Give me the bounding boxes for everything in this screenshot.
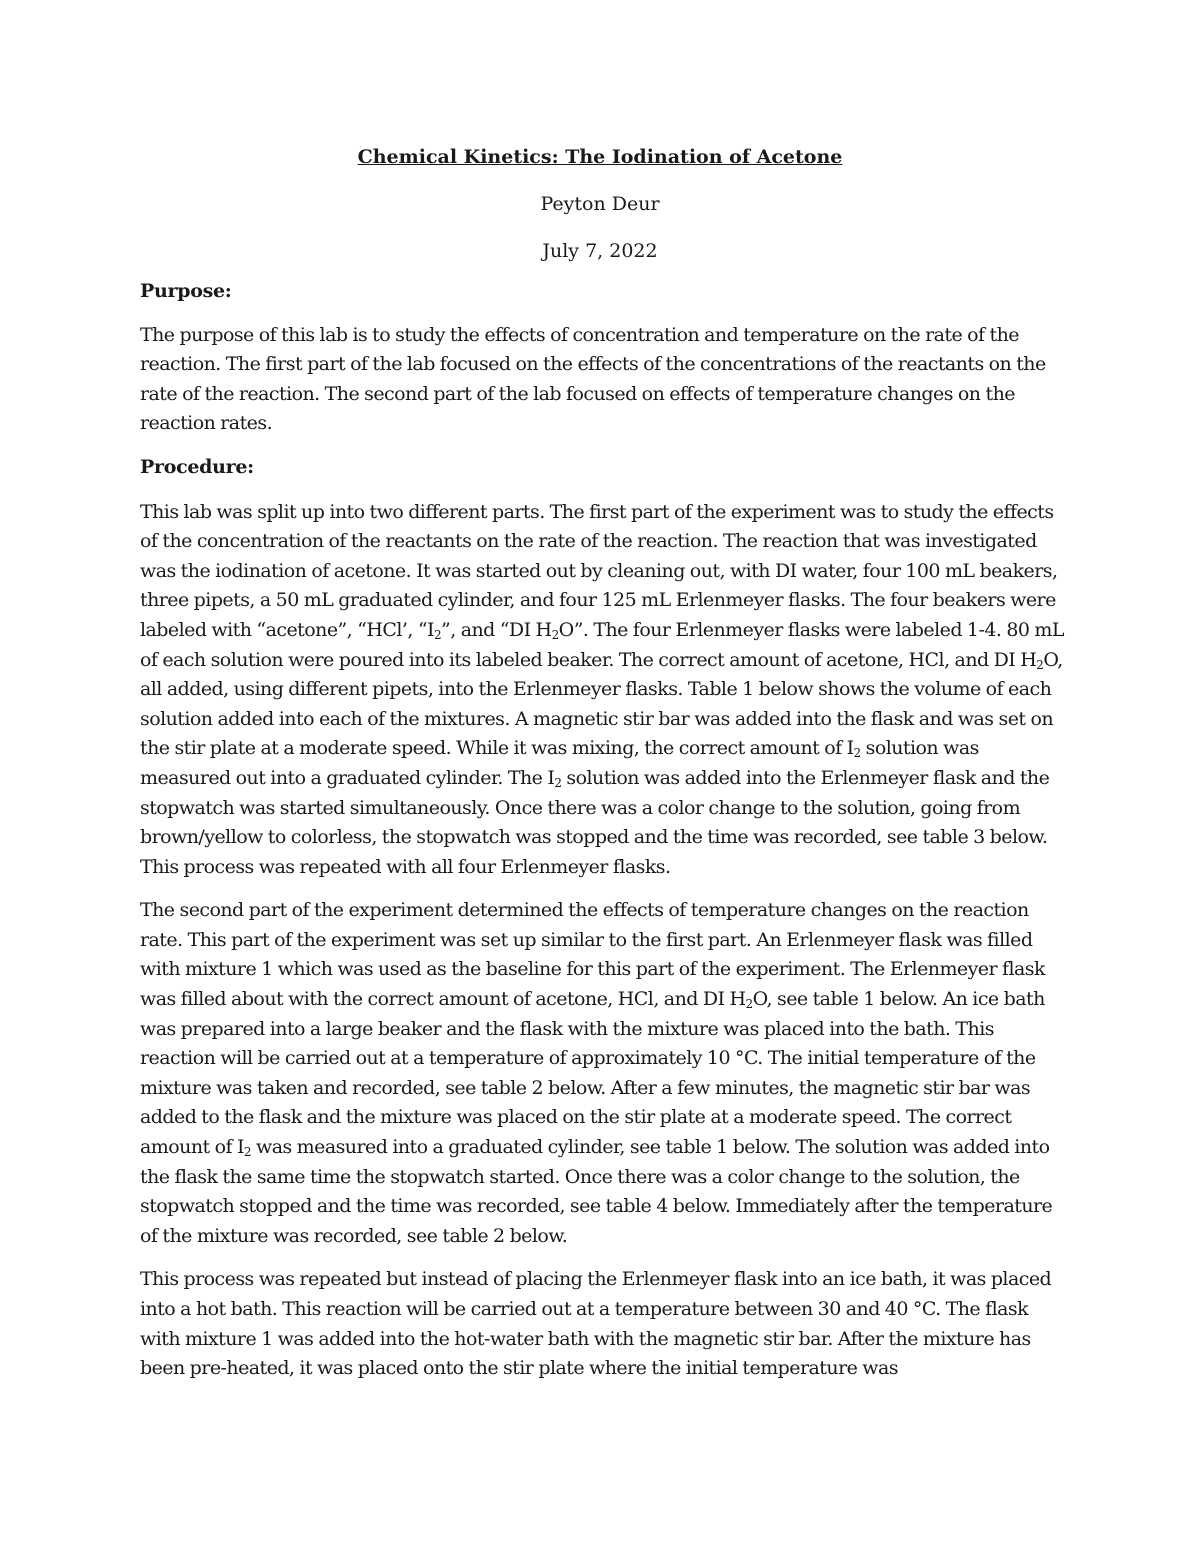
subscript: 2 (1036, 657, 1044, 672)
text-run: solution was measured out into a graduated cylinder. The I (140, 737, 979, 789)
author-name: Peyton Deur (540, 193, 660, 215)
text-run: O, all added, using different pipets, into the Erlenmeyer flasks. Table 1 below shows the volume of each solution added into each of the mixtures. A magnetic stir bar was added into the flask and was set on the stir plate at a moderate speed. While it was mixing, the correct amount of I (140, 648, 1063, 760)
text-run: solution was added into the Erlenmeyer flask and the stopwatch was started simultaneously. Once there was a color change to the solution, going from brown/yellow to colorless, the stopwatch was stopped and the time was recorded, see table 3 below. This process was repeated with all four Erlenmeyer flasks. (140, 766, 1050, 878)
subscript: 2 (433, 627, 442, 642)
subscript: 2 (551, 627, 559, 642)
purpose-paragraph: The purpose of this lab is to study the effects of concentration and temperature on the rate of the reaction. The first part of the lab focused on the effects of the concentrations of the reactants on the rate of the reaction. The second part of the lab focused on effects of temperature changes on the reaction rates. (140, 323, 1046, 435)
procedure-heading: Procedure: (140, 455, 254, 478)
document-title: Chemical Kinetics: The Iodination of Acetone (357, 146, 843, 168)
subscript: 2 (243, 1145, 251, 1160)
text-run: O, see table 1 below. An ice bath was prepared into a large beaker and the flask with the mixture was placed into the bath. This reaction will be carried out at a temperature of approximately 10 °C. The initial temperature of the mixture was taken and recorded, see table 2 below. After a few minutes, the magnetic stir bar was added to the flask and the mixture was placed on the stir plate at a moderate speed. The correct amount of I (140, 988, 1045, 1159)
subscript: 2 (853, 746, 861, 761)
text-run: This lab was split up into two different parts. The first part of the experiment was to study the effects of the concentration of the reactants on the rate of the reaction. The reaction that was investigated was the iodination of acetone. It was started out by cleaning out, with DI water, four 100 mL beakers, three pipets, a 50 mL graduated cylinder, and four 125 mL Erlenmeyer flasks. The four beakers were labeled with “acetone”, “HCl’, “I (140, 500, 1058, 641)
subscript: 2 (745, 997, 753, 1012)
subscript: 2 (554, 775, 562, 790)
procedure-paragraph-1 (140, 498, 1066, 883)
purpose-heading: Purpose: (140, 280, 232, 302)
text-run: O”. The four Erlenmeyer flasks were labeled 1-4. 80 mL of each solution were poured into its labeled beaker. The correct amount of acetone, HCl, and DI H (140, 618, 1064, 671)
procedure-paragraph-2 (140, 896, 1066, 1251)
document-date: July 7, 2022 (542, 240, 658, 262)
document-body (140, 277, 1066, 1384)
procedure-paragraph-3: This process was repeated but instead of placing the Erlenmeyer flask into an ice bath, it was placed into a hot bath. This reaction will be carried out at a temperature between 30 and 40 °C. The flask with mixture 1 was added into the hot-water bath with the magnetic stir bar. After the mixture has been pre-heated, it was placed onto the stir plate where the initial temperature was (140, 1268, 1052, 1380)
document-header (0, 142, 1200, 266)
text-run: was measured into a graduated cylinder, see table 1 below. The solution was added into the flask the same time the stopwatch started. Once there was a color change to the solution, the stopwatch stopped and the time was recorded, see table 4 below. Immediately after the temperature of the mixture was recorded, see table 2 below. (140, 1136, 1053, 1247)
text-run: The second part of the experiment determined the effects of temperature changes on the reaction rate. This part of the experiment was set up similar to the first part. An Erlenmeyer flask was filled with mixture 1 which was used as the baseline for this part of the experiment. The Erlenmeyer flask was filled about with the correct amount of acetone, HCl, and DI H (140, 899, 1045, 1011)
text-run: ”, and “DI H (441, 618, 552, 641)
